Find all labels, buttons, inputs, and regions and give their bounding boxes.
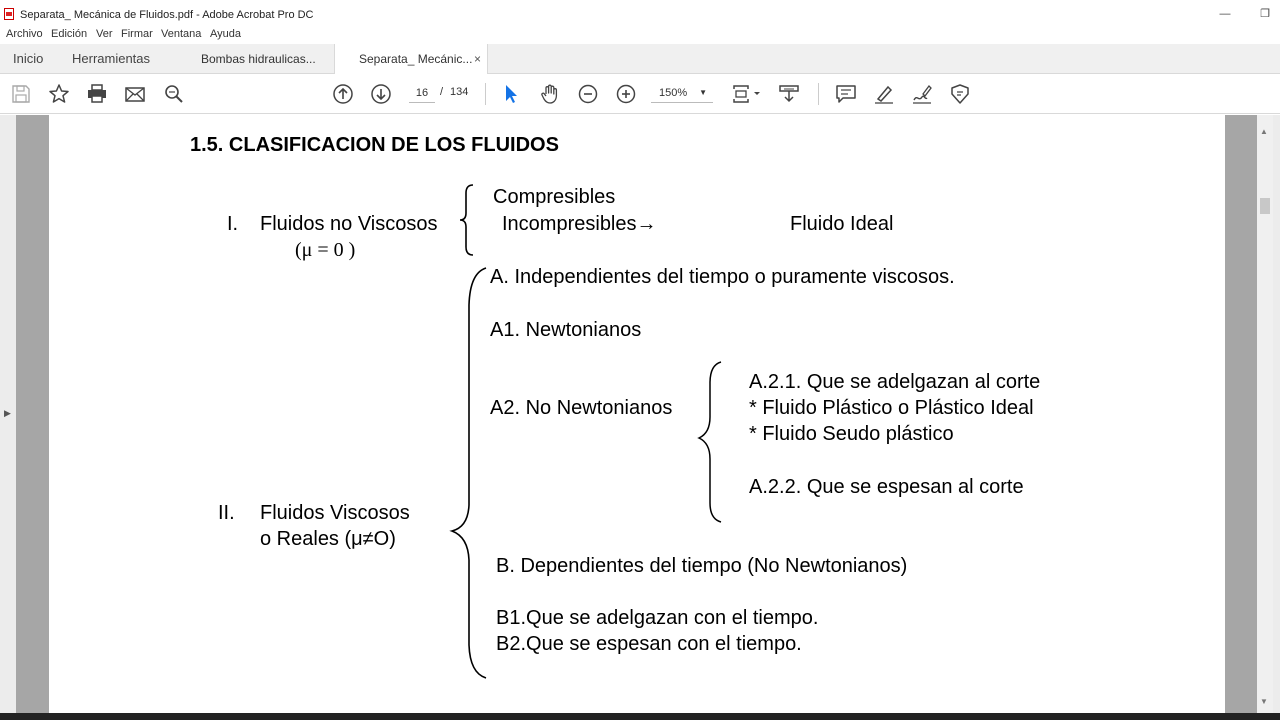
window-title: Separata_ Mecánica de Fluidos.pdf - Adobe Acrobat Pro DC (20, 9, 314, 21)
tab-bar (0, 44, 1280, 74)
menu-bar (0, 26, 1280, 44)
group-i-label: Fluidos no Viscosos (260, 213, 438, 235)
expand-arrow-icon[interactable]: ▶ (4, 408, 11, 418)
tab-separata[interactable] (334, 44, 488, 75)
scroll-mode-icon[interactable] (777, 82, 801, 106)
category-b-title: B. Dependientes del tiempo (No Newtonianos) (496, 555, 908, 577)
menu-firmar[interactable]: Firmar (121, 28, 153, 40)
fill-sign-tag-icon[interactable] (948, 82, 972, 106)
page-total: 134 (450, 86, 469, 98)
sign-icon[interactable] (910, 82, 934, 106)
fluido-ideal-text: Fluido Ideal (790, 213, 894, 235)
brace-a2 (695, 359, 725, 525)
group-ii-label2: o Reales (μ≠O) (260, 528, 396, 550)
category-a-title: A. Independientes del tiempo o puramente viscosos. (490, 266, 955, 288)
scroll-up-icon[interactable]: ▲ (1260, 127, 1268, 136)
category-a2: A2. No Newtonianos (490, 397, 673, 419)
chevron-down-icon: ▼ (699, 88, 707, 97)
nav-inicio[interactable]: Inicio (13, 51, 44, 66)
previous-page-icon[interactable] (331, 82, 355, 106)
title-bar (0, 0, 1280, 26)
star-icon[interactable] (47, 82, 71, 106)
menu-ayuda[interactable]: Ayuda (210, 28, 241, 40)
pdf-page[interactable] (49, 115, 1225, 720)
scroll-down-icon[interactable]: ▼ (1260, 697, 1268, 706)
brace-group-i (457, 183, 477, 257)
left-pane-toggle[interactable] (0, 115, 16, 720)
incompresibles-text: Incompresibles→ (502, 213, 657, 235)
select-cursor-icon[interactable] (499, 82, 523, 106)
scroll-thumb[interactable] (1260, 198, 1270, 214)
hand-tool-icon[interactable] (538, 82, 562, 106)
compresibles-text: Compresibles (493, 186, 616, 208)
right-pane-toggle[interactable] (1273, 115, 1280, 720)
document-area (0, 115, 1280, 720)
tab-label: Separata_ Mecánic... (359, 52, 473, 66)
tab-label: Bombas hidraulicas... (201, 52, 316, 66)
page-number-input[interactable]: 16 (409, 83, 435, 103)
zoom-value: 150% (659, 87, 688, 99)
vertical-scrollbar[interactable] (1257, 115, 1273, 720)
group-i-mu: (μ = 0 ) (295, 239, 356, 261)
minimize-button[interactable]: — (1219, 8, 1231, 20)
search-icon[interactable] (162, 82, 186, 106)
toolbar (0, 74, 1280, 114)
page-display-icon[interactable] (730, 82, 762, 106)
category-b1: B1.Que se adelgazan con el tiempo. (496, 607, 819, 629)
group-i-number: I. (227, 213, 239, 235)
toolbar-separator (485, 83, 486, 105)
menu-archivo[interactable]: Archivo (6, 28, 43, 40)
nav-herramientas[interactable]: Herramientas (72, 51, 151, 66)
menu-ventana[interactable]: Ventana (161, 28, 202, 40)
tab-bombas-hidraulicas[interactable] (190, 44, 334, 74)
save-icon[interactable] (9, 82, 33, 106)
highlight-pen-icon[interactable] (872, 82, 896, 106)
group-ii-label: Fluidos Viscosos (260, 502, 410, 524)
a21-thinning: A.2.1. Que se adelgazan al corte (749, 371, 1041, 393)
menu-edicion[interactable]: Edición (51, 28, 88, 40)
next-page-icon[interactable] (369, 82, 393, 106)
toolbar-separator (818, 83, 819, 105)
page-separator: / (440, 86, 444, 98)
zoom-out-icon[interactable] (576, 82, 600, 106)
zoom-in-icon[interactable] (614, 82, 638, 106)
comment-icon[interactable] (834, 82, 858, 106)
category-a1: A1. Newtonianos (490, 319, 642, 341)
acrobat-icon (4, 8, 14, 20)
a21-plastic: * Fluido Plástico o Plástico Ideal (749, 397, 1034, 419)
a22-thickening: A.2.2. Que se espesan al corte (749, 476, 1024, 498)
print-icon[interactable] (85, 82, 109, 106)
restore-button[interactable]: ❐ (1260, 8, 1270, 20)
close-tab-icon[interactable]: × (473, 52, 481, 66)
category-b2: B2.Que se espesan con el tiempo. (496, 633, 802, 655)
mail-icon[interactable] (123, 82, 147, 106)
taskbar-edge (0, 713, 1280, 720)
zoom-select[interactable] (651, 83, 713, 103)
a21-pseudoplastic: * Fluido Seudo plástico (749, 423, 954, 445)
section-heading: 1.5. CLASIFICACION DE LOS FLUIDOS (190, 134, 559, 156)
menu-ver[interactable]: Ver (96, 28, 113, 40)
brace-group-ii (448, 265, 488, 681)
group-ii-number: II. (218, 502, 235, 524)
